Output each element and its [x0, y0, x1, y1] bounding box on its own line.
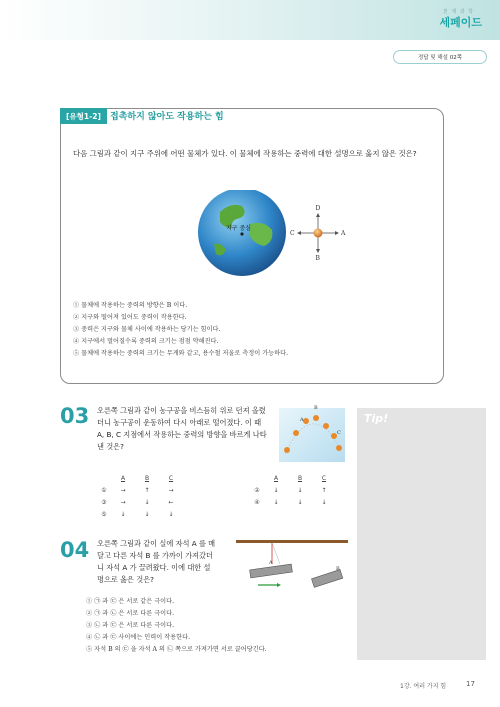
figure-label-c: C	[337, 430, 341, 436]
table-row[interactable]	[250, 497, 336, 509]
ball-position	[313, 415, 319, 421]
earth-gravity-figure	[190, 190, 350, 280]
choice-item[interactable]: ④ ㉡ 과 ㉢ 사이에는 인력이 작용한다.	[86, 634, 191, 641]
option-number: ①	[101, 487, 107, 494]
choice-item[interactable]: ④ 지구에서 멀어질수록 중력의 크기는 점점 약해진다.	[73, 338, 219, 345]
choice-item[interactable]: ⑤ 물체에 작용하는 중력의 크기는 무게와 같고, 용수철 저울로 측정이 가능하다.	[73, 350, 289, 357]
table-header	[250, 473, 336, 485]
col-header-b: B	[297, 475, 303, 482]
col-header-b: B	[144, 475, 150, 482]
ball-position	[323, 423, 329, 429]
cell-b: ↓	[144, 511, 150, 518]
figure-label-b: B	[314, 405, 318, 411]
cell-c: ←	[168, 499, 174, 506]
col-header-c: C	[168, 475, 174, 482]
choice-item[interactable]: ③ ㉡ 과 ㉢ 은 서로 다른 극이다.	[86, 622, 175, 629]
table-row[interactable]	[97, 485, 183, 497]
magnet-b-label: B	[336, 566, 340, 572]
ball-position	[336, 445, 342, 451]
magnet-a	[250, 564, 293, 578]
question-text-03	[97, 405, 297, 453]
ball-position	[284, 447, 290, 453]
tip-panel	[357, 408, 486, 660]
col-header-a: A	[273, 475, 279, 482]
question-line: 낸 것은?	[97, 442, 124, 451]
question-line: A, B, C 지점에서 작용하는 중력의 방향을 바르게 나타	[97, 430, 267, 439]
page-number: 17	[466, 680, 475, 688]
earth-center-label: 지구 중심	[226, 225, 252, 232]
option-number: ②	[254, 487, 260, 494]
cell-c: ↑	[321, 487, 327, 494]
basketball-figure	[277, 402, 347, 464]
magnet-b	[311, 570, 342, 588]
cell-a: ↓	[273, 499, 279, 506]
tip-title: Tip!	[364, 412, 389, 425]
cell-c: ↓	[168, 511, 174, 518]
question-line: 니 자석 A 가 끌려왔다. 이에 대한 설	[97, 563, 211, 572]
choice-item[interactable]: ② 지구와 떨어져 있어도 중력이 작용한다.	[73, 314, 187, 321]
cell-c: ↓	[321, 499, 327, 506]
arrow-up-head	[316, 213, 320, 217]
magnet-figure	[236, 540, 348, 590]
hanging-string-swing	[272, 543, 280, 564]
question-line: 오른쪽 그림과 같이 농구공을 비스듬히 위로 던져 올렸	[97, 406, 266, 415]
table-row[interactable]	[250, 485, 336, 497]
answer-table-right	[250, 473, 336, 509]
type-question-text: 다음 그림과 같이 지구 주위에 어떤 물체가 있다. 이 물체에 작용하는 중력에 대한 설명으로 옳지 않은 것은?	[73, 149, 417, 158]
choice-item[interactable]: ① ㉠ 과 ㉢ 은 서로 같은 극이다.	[86, 598, 175, 605]
earth-center-dot	[240, 232, 243, 235]
type-tag: [유형1-2]	[60, 108, 107, 124]
q4-choices-list	[86, 596, 267, 656]
type-choices-list	[73, 300, 288, 360]
choice-item[interactable]: ① 물체에 작용하는 중력의 방향은 B 이다.	[73, 302, 188, 309]
attraction-arrow-head	[277, 583, 281, 587]
answer-table-left	[97, 473, 183, 521]
figure-label-a: A	[300, 417, 304, 423]
object-ball	[314, 229, 323, 238]
col-header-a: A	[120, 475, 126, 482]
brand-subtitle: 천 재 과 학	[442, 9, 474, 15]
ball-position	[303, 418, 309, 424]
question-line: 오른쪽 그림과 같이 실에 자석 A 를 매	[97, 539, 216, 548]
arrow-left-head	[297, 231, 301, 235]
header-band	[0, 0, 500, 40]
type-section-title: 접촉하지 않아도 작용하는 힘	[110, 112, 224, 122]
choice-item[interactable]: ⑤ 자석 B 의 ㉢ 을 자석 A 의 ㉡ 쪽으로 가져가면 서로 끌어당긴다.	[86, 646, 267, 653]
question-line: 달고 다른 자석 B 를 가까이 가져갔더	[97, 551, 213, 560]
choice-item[interactable]: ③ 중력은 지구와 물체 사이에 작용하는 당기는 힘이다.	[73, 326, 221, 333]
chapter-footer: 1강. 여러 가지 힘	[400, 683, 447, 690]
cell-b: ↓	[297, 487, 303, 494]
brand-title: 세페이드	[439, 16, 482, 29]
cell-b: ↓	[297, 499, 303, 506]
option-number: ④	[254, 499, 260, 506]
arrow-right-head	[335, 231, 339, 235]
choice-item[interactable]: ② ㉠ 과 ㉡ 은 서로 다른 극이다.	[86, 610, 175, 617]
dir-label-a: A	[341, 230, 346, 237]
cell-a: ↓	[273, 487, 279, 494]
option-number: ⑤	[101, 511, 107, 518]
table-row[interactable]	[97, 497, 183, 509]
arrow-down-head	[316, 249, 320, 253]
ball-position	[293, 430, 299, 436]
question-number-03: 03	[60, 404, 90, 428]
question-number-04: 04	[60, 538, 90, 562]
option-number: ③	[101, 499, 107, 506]
magnet-a-label: A	[269, 560, 273, 566]
cell-a: →	[120, 487, 126, 494]
table-row[interactable]	[97, 509, 183, 521]
answer-reference-badge: 정답 및 해설 02쪽	[393, 50, 487, 64]
dir-label-c: C	[290, 230, 295, 237]
dir-label-d: D	[315, 205, 321, 212]
cell-b: ↑	[144, 487, 150, 494]
cell-a: ↓	[120, 511, 126, 518]
cell-c: →	[168, 487, 174, 494]
cell-b: ↓	[144, 499, 150, 506]
cell-a: →	[120, 499, 126, 506]
table-header	[97, 473, 183, 485]
col-header-c: C	[321, 475, 327, 482]
support-bar	[236, 540, 348, 543]
dir-label-b: B	[315, 255, 320, 262]
question-line: 더니 농구공이 운동하여 다시 아래로 떨어졌다. 이 때	[97, 418, 262, 427]
question-line: 명으로 옳은 것은?	[97, 575, 154, 584]
